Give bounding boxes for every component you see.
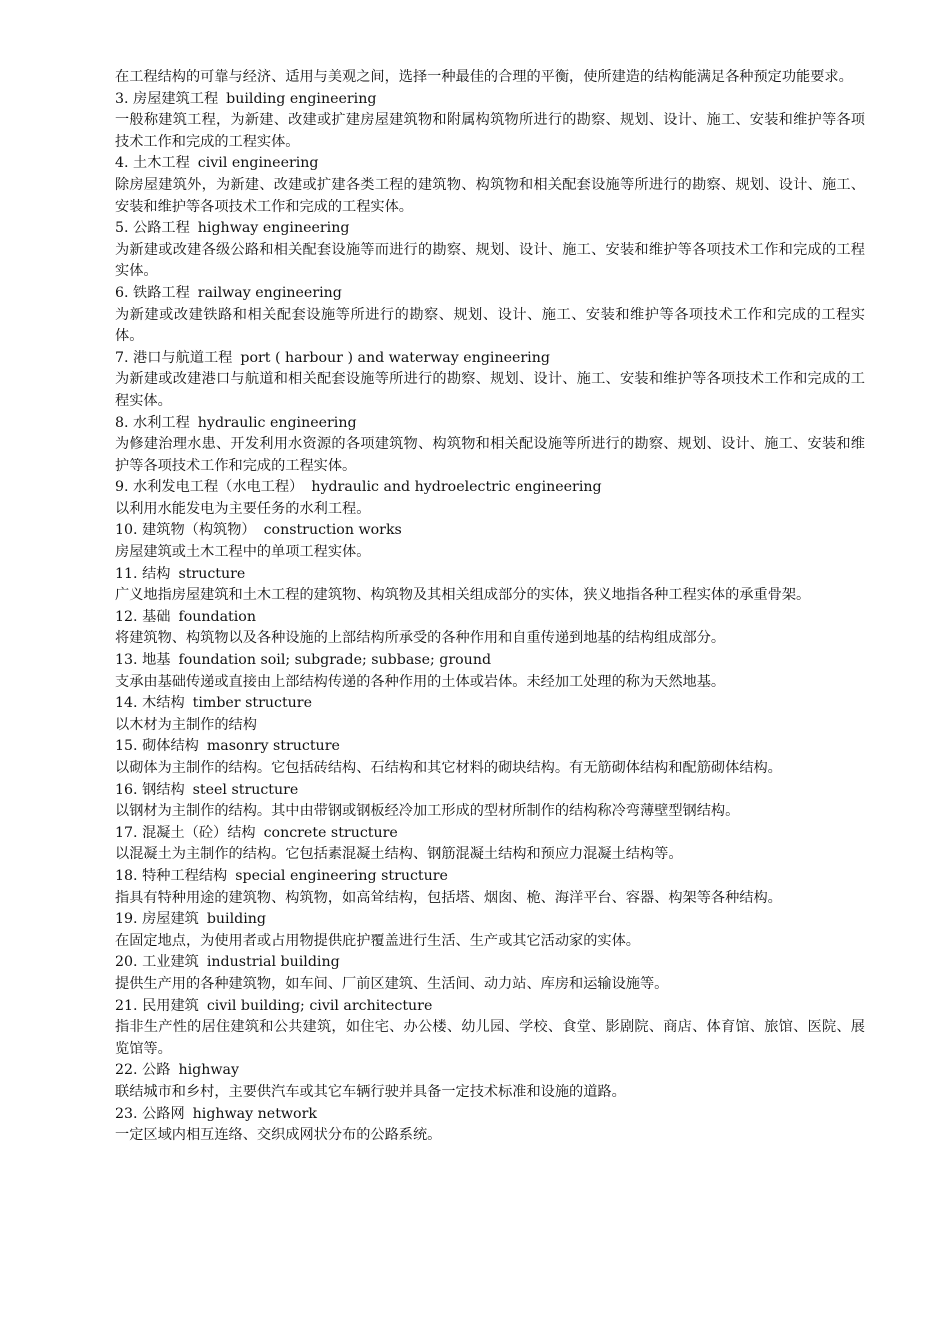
term-english: highway bbox=[178, 1062, 239, 1079]
term-english: hydraulic engineering bbox=[197, 414, 357, 431]
term-english: foundation soil; subgrade; subbase; ground bbox=[178, 652, 492, 669]
term-entry bbox=[115, 823, 865, 866]
term-heading bbox=[115, 283, 865, 305]
term-definition: 指非生产性的居住建筑和公共建筑，如住宅、办公楼、幼儿园、学校、食堂、影剧院、商店、体育馆、旅馆、医院、展览馆等。 bbox=[115, 1019, 865, 1057]
term-heading bbox=[115, 89, 865, 111]
term-definition: 为新建或改建港口与航道和相关配套设施等所进行的勘察、规划、设计、施工、安装和维护等各项技术工作和完成的工程实体。 bbox=[115, 371, 865, 409]
term-english: steel structure bbox=[192, 781, 299, 798]
term-english: concrete structure bbox=[263, 824, 398, 841]
term-chinese: 8. 水利工程 bbox=[115, 414, 190, 431]
term-entry bbox=[115, 153, 865, 218]
term-chinese: 5. 公路工程 bbox=[115, 220, 190, 237]
term-entry bbox=[115, 996, 865, 1061]
term-entry bbox=[115, 348, 865, 413]
term-english: highway engineering bbox=[197, 220, 350, 237]
term-chinese: 10. 建筑物（构筑物） bbox=[115, 522, 256, 539]
term-heading bbox=[115, 218, 865, 240]
term-entry bbox=[115, 564, 865, 607]
term-entry bbox=[115, 413, 865, 478]
term-definition: 在固定地点，为使用者或占用物提供庇护覆盖进行生活、生产或其它活动家的实体。 bbox=[115, 932, 640, 949]
term-entry bbox=[115, 650, 865, 693]
term-definition: 房屋建筑或土木工程中的单项工程实体。 bbox=[115, 544, 371, 561]
term-entry bbox=[115, 866, 865, 909]
term-chinese: 22. 公路 bbox=[115, 1062, 171, 1079]
term-definition: 一般称建筑工程，为新建、改建或扩建房屋建筑物和附属构筑物所进行的勘察、规划、设计、施工、安装和维护等各项技术工作和完成的工程实体。 bbox=[115, 112, 865, 150]
term-english: highway network bbox=[192, 1105, 317, 1122]
term-english: railway engineering bbox=[197, 284, 342, 301]
term-heading bbox=[115, 693, 865, 715]
term-heading bbox=[115, 520, 865, 542]
term-definition: 指具有特种用途的建筑物、构筑物，如高耸结构，包括塔、烟囱、桅、海洋平台、容器、构架等各种结构。 bbox=[115, 889, 782, 906]
term-list bbox=[115, 89, 865, 1147]
term-entry bbox=[115, 1060, 865, 1103]
term-definition: 将建筑物、构筑物以及各种设施的上部结构所承受的各种作用和自重传递到地基的结构组成部分。 bbox=[115, 630, 726, 647]
intro-paragraph: 在工程结构的可靠与经济、适用与美观之间，选择一种最佳的合理的平衡，使所建造的结构能满足各种预定功能要求。 bbox=[115, 69, 853, 85]
term-entry bbox=[115, 693, 865, 736]
term-heading bbox=[115, 1060, 865, 1082]
term-chinese: 21. 民用建筑 bbox=[115, 997, 199, 1014]
term-heading bbox=[115, 952, 865, 974]
term-entry bbox=[115, 283, 865, 348]
term-entry bbox=[115, 1104, 865, 1147]
term-entry bbox=[115, 520, 865, 563]
term-english: hydraulic and hydroelectric engineering bbox=[311, 479, 602, 496]
term-entry bbox=[115, 218, 865, 283]
term-english: special engineering structure bbox=[235, 867, 448, 884]
term-heading bbox=[115, 650, 865, 672]
term-definition: 为新建或改建铁路和相关配套设施等所进行的勘察、规划、设计、施工、安装和维护等各项技术工作和完成的工程实体。 bbox=[115, 306, 865, 345]
term-definition: 以砌体为主制作的结构。它包括砖结构、石结构和其它材料的砌块结构。有无筋砌体结构和配筋砌体结构。 bbox=[115, 760, 782, 776]
term-definition: 为新建或改建各级公路和相关配套设施等而进行的勘察、规划、设计、施工、安装和维护等各项技术工作和完成的工程实体。 bbox=[115, 241, 865, 280]
term-english: civil engineering bbox=[197, 155, 319, 172]
term-heading bbox=[115, 607, 865, 629]
term-chinese: 12. 基础 bbox=[115, 608, 171, 625]
term-entry bbox=[115, 780, 865, 823]
term-chinese: 13. 地基 bbox=[115, 652, 171, 669]
term-heading bbox=[115, 823, 865, 845]
term-english: civil building; civil architecture bbox=[206, 997, 433, 1014]
term-heading bbox=[115, 564, 865, 586]
term-definition: 一定区域内相互连络、交织成网状分布的公路系统。 bbox=[115, 1127, 442, 1144]
term-heading bbox=[115, 153, 865, 175]
term-definition: 以利用水能发电为主要任务的水利工程。 bbox=[115, 500, 371, 517]
term-heading bbox=[115, 348, 865, 370]
term-heading bbox=[115, 780, 865, 802]
term-english: construction works bbox=[263, 522, 402, 539]
term-chinese: 15. 砌体结构 bbox=[115, 738, 199, 755]
term-english: foundation bbox=[178, 608, 256, 625]
term-entry bbox=[115, 952, 865, 995]
term-definition: 支承由基础传递或直接由上部结构传递的各种作用的土体或岩体。未经加工处理的称为天然地基。 bbox=[115, 673, 726, 690]
term-definition: 除房屋建筑外，为新建、改建或扩建各类工程的建筑物、构筑物和相关配套设施等所进行的勘察、规划、设计、施工、安装和维护等各项技术工作和完成的工程实体。 bbox=[115, 176, 865, 215]
term-english: building bbox=[206, 911, 266, 928]
term-english: masonry structure bbox=[206, 738, 340, 755]
term-english: structure bbox=[178, 565, 246, 582]
term-english: building engineering bbox=[226, 90, 377, 107]
term-heading bbox=[115, 736, 865, 758]
term-definition: 以钢材为主制作的结构。其中由带钢或钢板经冷加工形成的型材所制作的结构称冷弯薄壁型钢结构。 bbox=[115, 803, 740, 820]
term-chinese: 18. 特种工程结构 bbox=[115, 867, 228, 884]
term-heading bbox=[115, 477, 865, 499]
term-heading bbox=[115, 1104, 865, 1126]
term-definition: 广义地指房屋建筑和土木工程的建筑物、构筑物及其相关组成部分的实体，狭义地指各种工程实体的承重骨架。 bbox=[115, 587, 811, 604]
term-entry bbox=[115, 89, 865, 154]
term-definition: 以混凝土为主制作的结构。它包括素混凝土结构、钢筋混凝土结构和预应力混凝土结构等。 bbox=[115, 846, 683, 863]
term-chinese: 23. 公路网 bbox=[115, 1105, 185, 1122]
term-heading bbox=[115, 996, 865, 1018]
term-chinese: 16. 钢结构 bbox=[115, 781, 185, 798]
term-english: port ( harbour ) and waterway engineering bbox=[240, 349, 550, 366]
term-definition: 以木材为主制作的结构 bbox=[115, 716, 257, 733]
term-definition: 提供生产用的各种建筑物，如车间、厂前区建筑、生活间、动力站、库房和运输设施等。 bbox=[115, 975, 669, 992]
term-english: industrial building bbox=[206, 954, 340, 971]
term-entry bbox=[115, 477, 865, 520]
term-chinese: 20. 工业建筑 bbox=[115, 954, 199, 971]
term-english: timber structure bbox=[192, 695, 312, 712]
term-chinese: 9. 水利发电工程（水电工程） bbox=[115, 479, 304, 496]
term-chinese: 11. 结构 bbox=[115, 565, 171, 582]
document-page bbox=[115, 67, 865, 1147]
term-chinese: 6. 铁路工程 bbox=[115, 284, 190, 301]
term-definition: 为修建治理水患、开发利用水资源的各项建筑物、构筑物和相关配设施等所进行的勘察、规划、设计、施工、安装和维护等各项技术工作和完成的工程实体。 bbox=[115, 436, 865, 474]
term-chinese: 7. 港口与航道工程 bbox=[115, 349, 233, 366]
term-heading bbox=[115, 909, 865, 931]
term-definition: 联结城市和乡村，主要供汽车或其它车辆行驶并具备一定技术标准和设施的道路。 bbox=[115, 1083, 626, 1100]
term-entry bbox=[115, 607, 865, 650]
term-chinese: 19. 房屋建筑 bbox=[115, 911, 199, 928]
term-entry bbox=[115, 736, 865, 779]
term-chinese: 3. 房屋建筑工程 bbox=[115, 90, 219, 107]
term-chinese: 4. 土木工程 bbox=[115, 155, 190, 172]
term-chinese: 14. 木结构 bbox=[115, 695, 185, 712]
term-entry bbox=[115, 909, 865, 952]
term-chinese: 17. 混凝土（砼）结构 bbox=[115, 824, 256, 841]
term-heading bbox=[115, 866, 865, 888]
term-heading bbox=[115, 413, 865, 435]
